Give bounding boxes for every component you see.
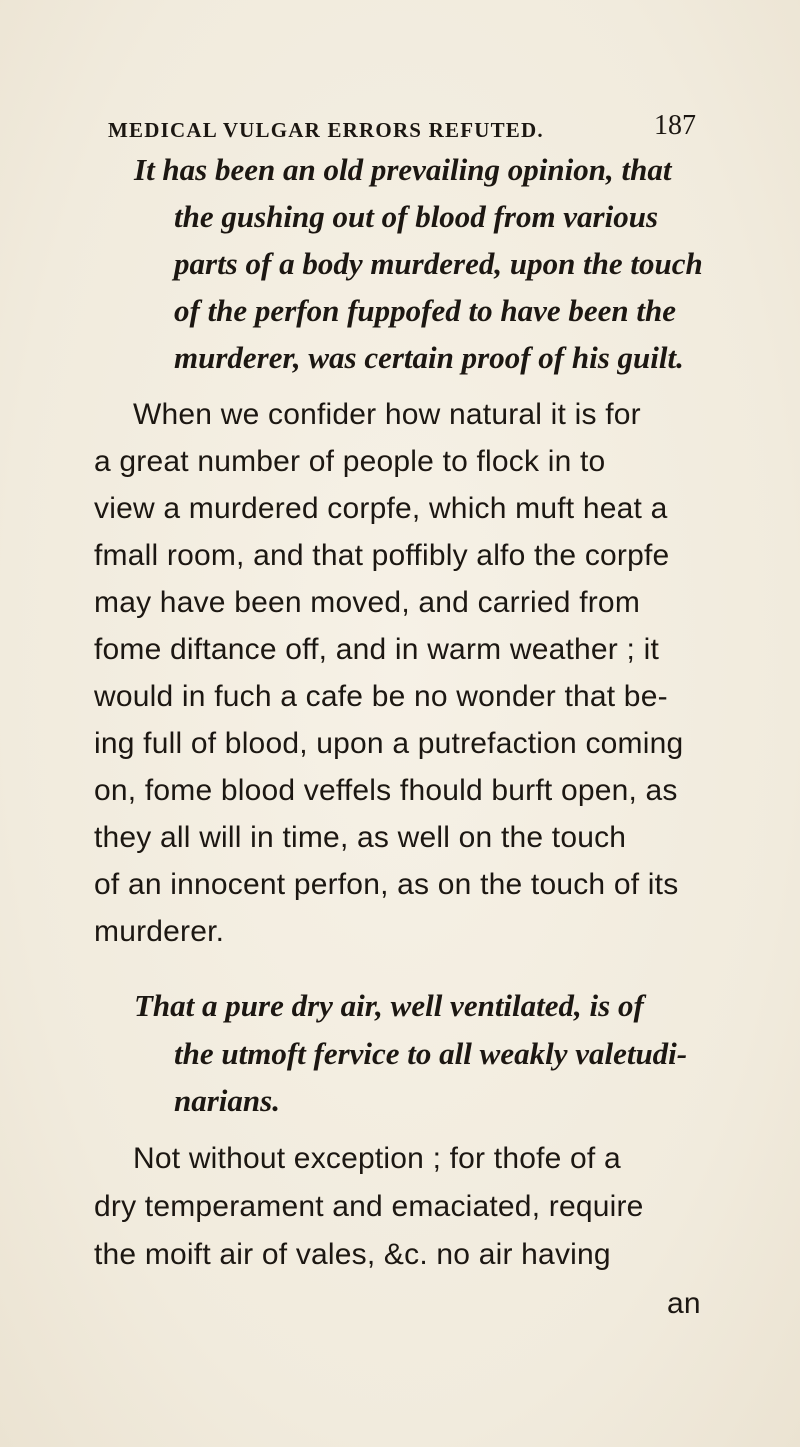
running-head xyxy=(0,110,800,150)
text-line: dry temperament and emaciated, require xyxy=(94,1190,644,1223)
text-line: fmall room, and that poffibly alfo the corpfe xyxy=(94,539,670,572)
text-line: the moift air of vales, &c. no air having xyxy=(94,1238,611,1271)
text-line: ing full of blood, upon a putrefaction coming xyxy=(94,727,684,760)
text-line: murderer. xyxy=(94,915,225,948)
text-line: may have been moved, and carried from xyxy=(94,586,641,619)
page-number: 187 xyxy=(654,110,696,141)
text-line: parts of a body murdered, upon the touch xyxy=(174,246,703,281)
text-line: would in fuch a cafe be no wonder that be- xyxy=(94,680,668,713)
text-line: murderer, was certain proof of his guilt. xyxy=(174,340,684,375)
text-line: on, fome blood veffels fhould burft open, as xyxy=(94,774,678,807)
text-line: the gushing out of blood from various xyxy=(174,199,659,234)
text-line: narians. xyxy=(174,1083,280,1118)
text-line: they all will in time, as well on the touch xyxy=(94,821,627,854)
text-line: the utmoft fervice to all weakly valetudi- xyxy=(174,1036,688,1071)
catchword: an xyxy=(667,1287,701,1320)
text-line: of the perfon fuppofed to have been the xyxy=(174,293,676,328)
running-title: MEDICAL VULGAR ERRORS REFUTED. xyxy=(108,118,544,142)
text-line: Not without exception ; for thofe of a xyxy=(133,1142,621,1175)
text-line: of an innocent perfon, as on the touch of its xyxy=(94,868,679,901)
text-line: When we confider how natural it is for xyxy=(133,398,641,431)
text-line: a great number of people to flock in to xyxy=(94,445,606,478)
text-line: view a murdered corpfe, which muft heat a xyxy=(94,492,668,525)
text-line: fome diftance off, and in warm weather ; it xyxy=(94,633,659,666)
text-line: It has been an old prevailing opinion, that xyxy=(134,152,672,187)
text-line: That a pure dry air, well ventilated, is of xyxy=(134,988,644,1023)
